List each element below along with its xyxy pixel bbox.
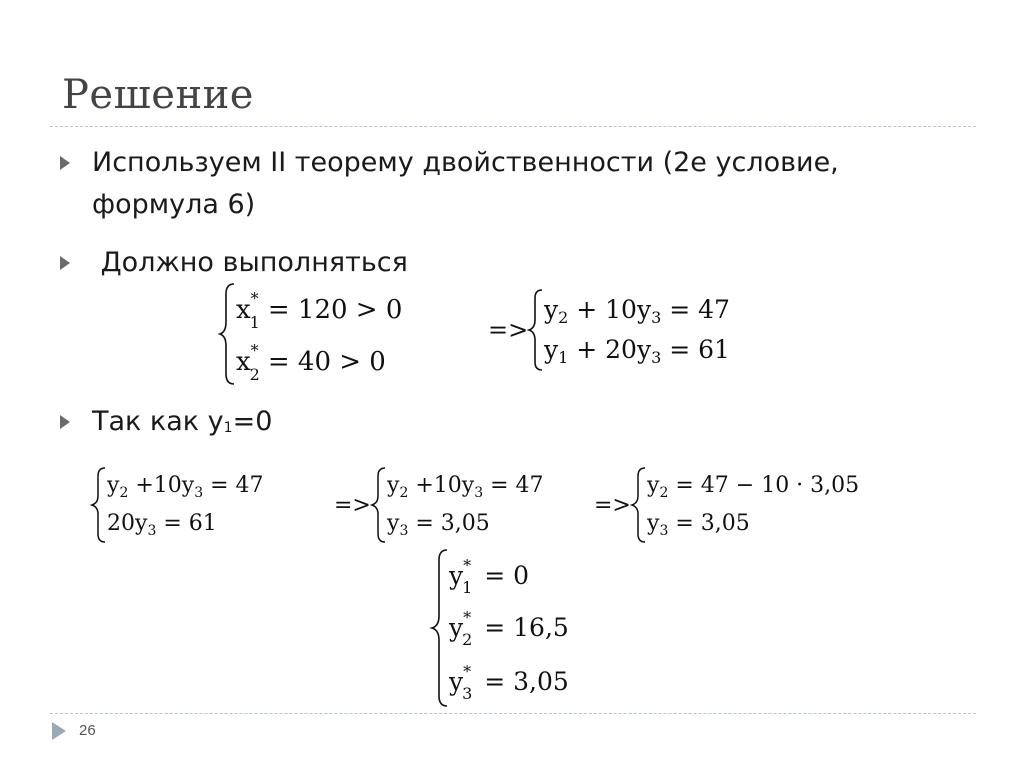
implies-arrow: => [488,316,529,344]
since-text: Так как y [92,406,224,437]
since-sub: 1 [223,420,233,436]
system-implies-1 [488,288,738,372]
title-divider [50,126,976,127]
bullet-text-must-hold: Должно выполняться [92,247,408,278]
slide-title: Решение [62,72,254,118]
eq-a: y [387,511,400,536]
system-brace [92,468,105,542]
eq-sub: 2 [462,630,473,649]
svg-text:y1 + 20y3 = 61 [543,335,730,367]
bullet-arrow-icon [60,415,70,429]
eq-sub: 1 [462,578,473,597]
svg-text:x*2= 40 > 0 [236,341,386,384]
eq-a: 20y [107,511,148,536]
eq-rhs: = 61 [661,335,730,364]
svg-text:y*2 = 16,5 [448,608,569,649]
eq-rhs: = 47 − 10 · 3,05 [668,473,860,498]
eq-a: y [107,473,120,498]
footer-divider [50,713,976,714]
eq-sub: 3 [462,684,473,703]
eq-sup: * [463,608,472,627]
eq-rhs: = 120 > 0 [267,295,403,325]
eq-mid: +10y [128,473,195,498]
eq-b-sub: 3 [651,348,662,367]
eq-sup: * [463,556,472,575]
eq-a: y [647,473,660,498]
eq-rhs: = 40 > 0 [267,347,386,377]
svg-text:y2 +10y3 = 47 [106,473,264,501]
system-brace [220,284,234,384]
system-brace [632,468,645,542]
eq-b-sub: 3 [194,485,204,501]
eq-sup: * [250,341,259,360]
svg-text:y2 + 10y3 = 47 [543,295,730,327]
eq-rhs: = 3,05 [408,511,490,536]
bullet-line: Используем II теорему двойственности (2е условие, [92,147,839,178]
eq-rhs: = 47 [661,295,730,324]
eq-a: y [544,295,559,324]
system-brace [432,550,447,706]
eq-a-sub: 3 [399,523,409,539]
eq-mid: +10y [408,473,475,498]
footer-arrow-icon [52,722,66,740]
eq-var: y [449,561,464,590]
eq-sub: 2 [249,365,260,384]
eq-a-sub: 1 [558,348,569,367]
eq-sup: * [250,289,259,308]
page-number: 26 [79,722,96,739]
eq-rhs: = 3,05 [476,667,569,696]
eq-var: x [236,295,251,325]
system-brace [372,468,385,542]
eq-rhs: = 61 [156,511,217,536]
eq-mid: + 10y [568,295,652,324]
svg-text:y3 = 3,05 [386,511,490,539]
bullet-line: формула 6) [92,189,256,220]
eq-a-sub: 2 [558,308,569,327]
eq-mid: + 20y [568,335,652,364]
eq-a-sub: 3 [147,523,157,539]
eq-var: x [236,347,251,377]
svg-text:y2 +10y3 = 47 [386,473,544,501]
svg-text:20y3 = 61 [107,511,217,539]
eq-a-sub: 2 [659,485,669,501]
system-step-3 [594,466,860,544]
eq-rhs: = 47 [203,473,264,498]
svg-text:y*3 = 3,05 [448,662,569,703]
system-optimal-y [430,548,610,710]
system-brace [529,290,542,370]
eq-sub: 1 [249,313,260,332]
eq-var: y [449,667,464,696]
eq-b-sub: 3 [651,308,662,327]
eq-a: y [387,473,400,498]
eq-sup: * [463,662,472,681]
svg-text:y*1 = 0 [448,556,529,597]
eq-rhs: = 3,05 [668,511,750,536]
bullet-text-theorem [92,142,839,226]
eq-b-sub: 3 [474,485,484,501]
svg-text:x*1= 120 > 0 [236,289,402,332]
eq-a: y [647,511,660,536]
since-rest: =0 [232,406,273,437]
eq-a: y [544,335,559,364]
eq-var: y [449,613,464,642]
implies-arrow: => [334,493,371,518]
eq-rhs: = 47 [483,473,544,498]
bullet-arrow-icon [60,156,70,170]
svg-text:y3 = 3,05 [646,511,750,539]
system-step-1 [92,466,292,544]
eq-rhs: = 16,5 [476,613,569,642]
system-step-2 [334,466,564,544]
eq-rhs: = 0 [476,561,530,590]
eq-a-sub: 2 [399,485,409,501]
bullet-text-since [92,401,272,449]
svg-text:y2 = 47 − 10 · 3,05 [646,473,859,501]
implies-arrow: => [594,493,631,518]
bullet-arrow-icon [60,256,70,270]
system-optimal-x [218,282,418,386]
eq-a-sub: 3 [659,523,669,539]
eq-a-sub: 2 [119,485,129,501]
